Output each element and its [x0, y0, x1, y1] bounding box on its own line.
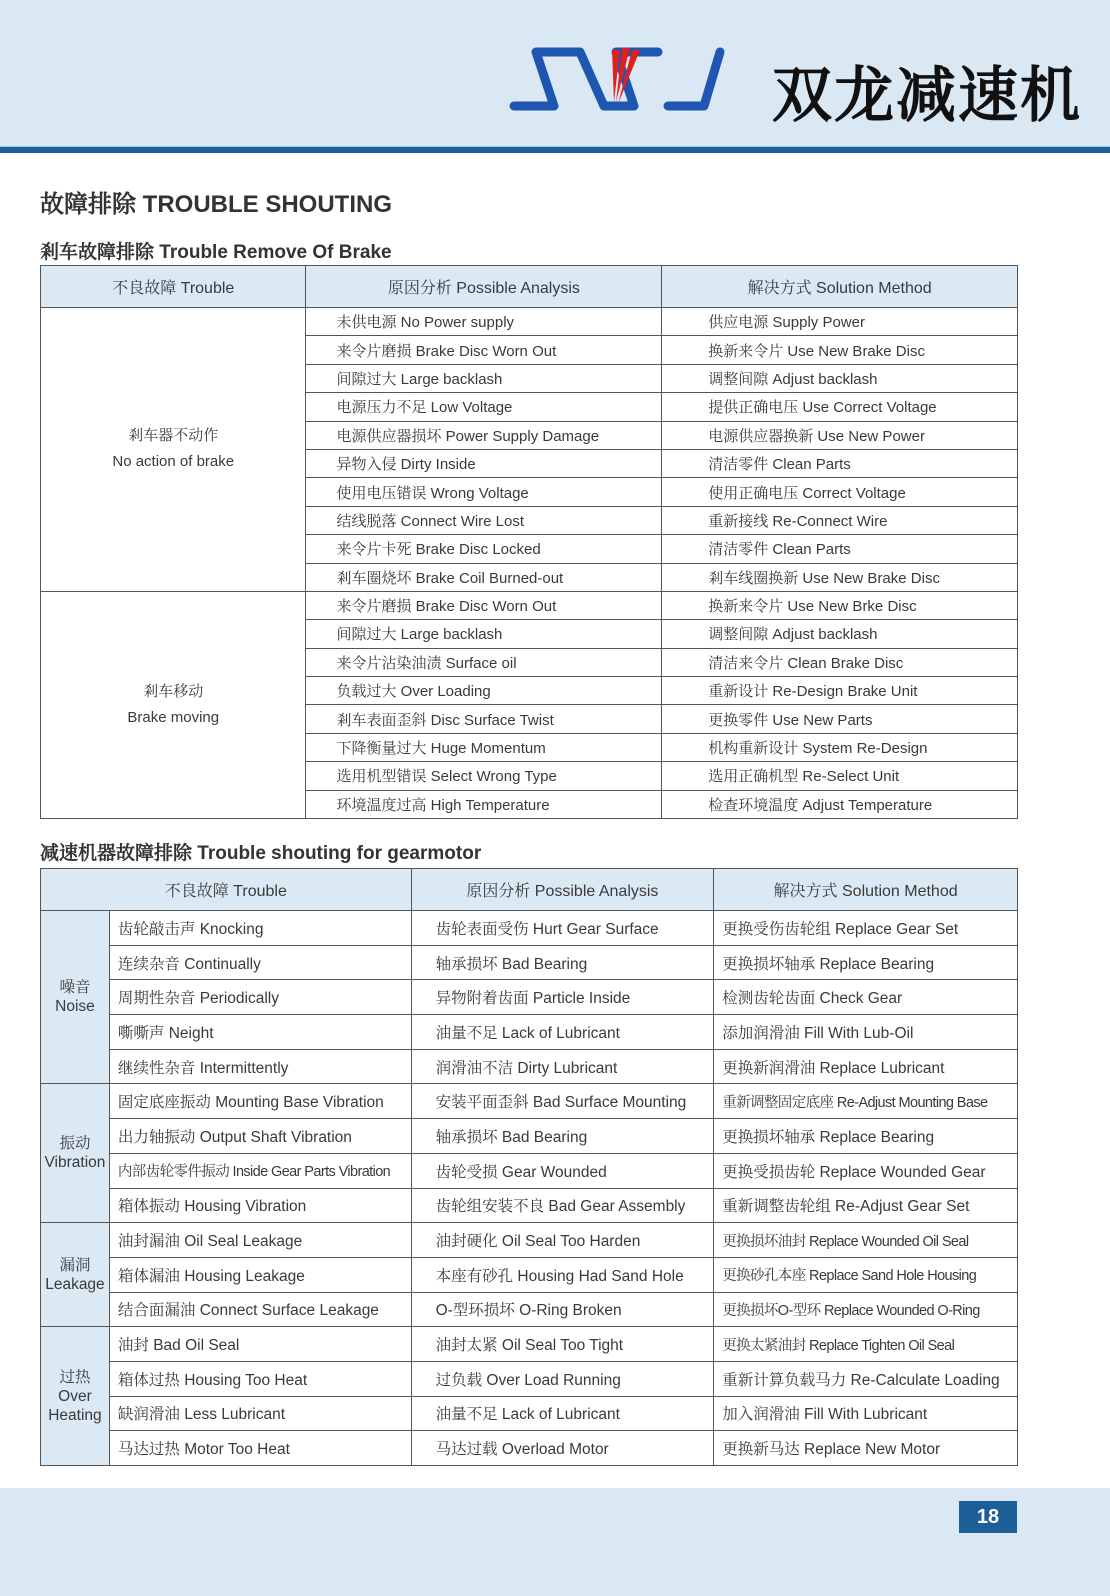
- category-cn: 振动: [59, 1135, 91, 1153]
- solution-cell: 更换损坏油封 Replace Wounded Oil Seal: [714, 1223, 1018, 1258]
- page-number: 18: [959, 1501, 1017, 1533]
- condition-cell: 固定底座振动 Mounting Base Vibration: [109, 1084, 411, 1119]
- condition-cell: 结合面漏油 Connect Surface Leakage: [109, 1292, 411, 1327]
- cause-cell: 选用机型错误 Select Wrong Type: [306, 762, 662, 790]
- solution-cell: 清洁来令片 Clean Brake Disc: [662, 648, 1018, 676]
- condition-cell: 马达过热 Motor Too Heat: [109, 1431, 411, 1466]
- cause-cell: 异物入侵 Dirty Inside: [306, 449, 662, 477]
- solution-cell: 添加润滑油 Fill With Lub-Oil: [714, 1015, 1018, 1050]
- trouble-en: No action of brake: [112, 453, 235, 471]
- solution-cell: 电源供应器换新 Use New Power: [662, 421, 1018, 449]
- solution-cell: 检查环境温度 Adjust Temperature: [662, 790, 1018, 818]
- cause-cell: 结线脱落 Connect Wire Lost: [306, 506, 662, 534]
- cause-cell: 环境温度过高 High Temperature: [306, 790, 662, 818]
- cause-cell: 剎车表面歪斜 Disc Surface Twist: [306, 705, 662, 733]
- solution-cell: 重新调整固定底座 Re-Adjust Mounting Base: [714, 1084, 1018, 1119]
- cause-cell: 油量不足 Lack of Lubricant: [411, 1396, 714, 1431]
- cause-cell: 未供电源 No Power supply: [306, 308, 662, 336]
- cause-cell: 马达过载 Overload Motor: [411, 1431, 714, 1466]
- table-row: [41, 1084, 1018, 1119]
- cause-cell: 齿轮表面受伤 Hurt Gear Surface: [411, 911, 714, 946]
- cause-cell: 电源压力不足 Low Voltage: [306, 393, 662, 421]
- gearmotor-section-title: 减速机器故障排除 Trouble shouting for gearmotor: [40, 843, 482, 864]
- gearmotor-trouble-table: [40, 868, 1018, 1466]
- table-row: [41, 1292, 1018, 1327]
- solution-cell: 重新设计 Re-Design Brake Unit: [662, 677, 1018, 705]
- solution-cell: 更换受伤齿轮组 Replace Gear Set: [714, 911, 1018, 946]
- cause-cell: 轴承损坏 Bad Bearing: [411, 1119, 714, 1154]
- solution-cell: 调整间隙 Adjust backlash: [662, 620, 1018, 648]
- solution-cell: 重新调整齿轮组 Re-Adjust Gear Set: [714, 1188, 1018, 1223]
- cause-cell: 下降衡量过大 Huge Momentum: [306, 733, 662, 761]
- table-row: [41, 980, 1018, 1015]
- footer-band: [0, 1488, 1110, 1596]
- table-row: [41, 308, 1018, 336]
- cause-cell: 油量不足 Lack of Lubricant: [411, 1015, 714, 1050]
- cause-cell: 齿轮组安装不良 Bad Gear Assembly: [411, 1188, 714, 1223]
- brake-trouble-table: [40, 265, 1018, 819]
- condition-cell: 缺润滑油 Less Lubricant: [109, 1396, 411, 1431]
- cause-cell: 齿轮受损 Gear Wounded: [411, 1153, 714, 1188]
- header-trouble: 不良故障 Trouble: [41, 869, 412, 911]
- category-en: Heating: [48, 1406, 102, 1424]
- cause-cell: 轴承损坏 Bad Bearing: [411, 945, 714, 980]
- cause-cell: 间隙过大 Large backlash: [306, 620, 662, 648]
- table-row: [41, 1327, 1018, 1362]
- condition-cell: 油封漏油 Oil Seal Leakage: [109, 1223, 411, 1258]
- category-cell: [41, 1223, 110, 1327]
- table-row: [41, 1396, 1018, 1431]
- solution-cell: 清洁零件 Clean Parts: [662, 535, 1018, 563]
- brake-section-title: 剎车故障排除 Trouble Remove Of Brake: [40, 242, 392, 263]
- header-analysis: 原因分析 Possible Analysis: [306, 266, 662, 308]
- solution-cell: 更换零件 Use New Parts: [662, 705, 1018, 733]
- table-row: [41, 591, 1018, 619]
- solution-cell: 更换受损齿轮 Replace Wounded Gear: [714, 1153, 1018, 1188]
- condition-cell: 箱体过热 Housing Too Heat: [109, 1361, 411, 1396]
- cause-cell: 来令片磨损 Brake Disc Worn Out: [306, 591, 662, 619]
- category-cn: 漏洞: [59, 1256, 91, 1274]
- solution-cell: 重新接线 Re-Connect Wire: [662, 506, 1018, 534]
- table-row: [41, 1015, 1018, 1050]
- category-cn: 过热: [59, 1368, 91, 1386]
- table-row: [41, 1049, 1018, 1084]
- trouble-cn: 剎车器不动作: [128, 427, 219, 445]
- page-title: 故障排除 TROUBLE SHOUTING: [40, 191, 392, 218]
- table-header-row: [41, 869, 1018, 911]
- cause-cell: 来令片沾染油渍 Surface oil: [306, 648, 662, 676]
- condition-cell: 箱体振动 Housing Vibration: [109, 1188, 411, 1223]
- solution-cell: 调整间隙 Adjust backlash: [662, 364, 1018, 392]
- cause-cell: 安装平面歪斜 Bad Surface Mounting: [411, 1084, 714, 1119]
- solution-cell: 机构重新设计 System Re-Design: [662, 733, 1018, 761]
- table-row: [41, 1119, 1018, 1154]
- solution-cell: 换新来令片 Use New Brake Disc: [662, 336, 1018, 364]
- cause-cell: 剎车圈烧坏 Brake Coil Burned-out: [306, 563, 662, 591]
- condition-cell: 继续性杂音 Intermittently: [109, 1049, 411, 1084]
- cause-cell: O-型环损坏 O-Ring Broken: [411, 1292, 714, 1327]
- category-cell: [41, 1327, 110, 1466]
- cause-cell: 使用电压错误 Wrong Voltage: [306, 478, 662, 506]
- solution-cell: 换新来令片 Use New Brke Disc: [662, 591, 1018, 619]
- solution-cell: 更换损坏轴承 Replace Bearing: [714, 1119, 1018, 1154]
- cause-cell: 油封硬化 Oil Seal Too Harden: [411, 1223, 714, 1258]
- brand-name: 双龙减速机: [772, 61, 1082, 131]
- table-row: [41, 1188, 1018, 1223]
- category-cell: [41, 1084, 110, 1223]
- cause-cell: 电源供应器损坏 Power Supply Damage: [306, 421, 662, 449]
- cause-cell: 油封太紧 Oil Seal Too Tight: [411, 1327, 714, 1362]
- header-solution: 解决方式 Solution Method: [714, 869, 1018, 911]
- solution-cell: 选用正确机型 Re-Select Unit: [662, 762, 1018, 790]
- solution-cell: 剎车线圈换新 Use New Brake Disc: [662, 563, 1018, 591]
- cause-cell: 异物附着齿面 Particle Inside: [411, 980, 714, 1015]
- solution-cell: 更换新马达 Replace New Motor: [714, 1431, 1018, 1466]
- cause-cell: 来令片磨损 Brake Disc Worn Out: [306, 336, 662, 364]
- header-solution: 解决方式 Solution Method: [662, 266, 1018, 308]
- solution-cell: 检测齿轮齿面 Check Gear: [714, 980, 1018, 1015]
- cause-cell: 来令片卡死 Brake Disc Locked: [306, 535, 662, 563]
- condition-cell: 内部齿轮零件振动 Inside Gear Parts Vibration: [109, 1153, 411, 1188]
- solution-cell: 更换新润滑油 Replace Lubricant: [714, 1049, 1018, 1084]
- swsj-logo-icon: [508, 42, 748, 120]
- header-trouble: 不良故障 Trouble: [41, 266, 306, 308]
- condition-cell: 周期性杂音 Periodically: [109, 980, 411, 1015]
- solution-cell: 更换砂孔本座 Replace Sand Hole Housing: [714, 1257, 1018, 1292]
- table-header-row: [41, 266, 1018, 308]
- category-cell: [41, 911, 110, 1084]
- header-analysis: 原因分析 Possible Analysis: [411, 869, 714, 911]
- condition-cell: 连续杂音 Continually: [109, 945, 411, 980]
- category-cn: 噪音: [59, 979, 91, 997]
- condition-cell: 箱体漏油 Housing Leakage: [109, 1257, 411, 1292]
- table-row: [41, 1223, 1018, 1258]
- category-en: Over: [58, 1387, 92, 1405]
- condition-cell: 嘶嘶声 Neight: [109, 1015, 411, 1050]
- table-row: [41, 1153, 1018, 1188]
- category-en: Leakage: [45, 1275, 105, 1293]
- condition-cell: 油封 Bad Oil Seal: [109, 1327, 411, 1362]
- solution-cell: 供应电源 Supply Power: [662, 308, 1018, 336]
- table-row: [41, 1257, 1018, 1292]
- table-row: [41, 1361, 1018, 1396]
- cause-cell: 过负载 Over Load Running: [411, 1361, 714, 1396]
- table-row: [41, 945, 1018, 980]
- category-en: Noise: [55, 998, 95, 1016]
- cause-cell: 润滑油不洁 Dirty Lubricant: [411, 1049, 714, 1084]
- condition-cell: 出力轴振动 Output Shaft Vibration: [109, 1119, 411, 1154]
- cause-cell: 间隙过大 Large backlash: [306, 364, 662, 392]
- solution-cell: 更换损坏O-型环 Replace Wounded O-Ring: [714, 1292, 1018, 1327]
- solution-cell: 提供正确电压 Use Correct Voltage: [662, 393, 1018, 421]
- trouble-group-cell: [41, 591, 306, 818]
- category-en: Vibration: [44, 1154, 106, 1172]
- header-rule: [0, 146, 1110, 153]
- solution-cell: 使用正确电压 Correct Voltage: [662, 478, 1018, 506]
- cause-cell: 本座有砂孔 Housing Had Sand Hole: [411, 1257, 714, 1292]
- solution-cell: 更换损坏轴承 Replace Bearing: [714, 945, 1018, 980]
- table-row: [41, 911, 1018, 946]
- solution-cell: 更换太紧油封 Replace Tighten Oil Seal: [714, 1327, 1018, 1362]
- solution-cell: 加入润滑油 Fill With Lubricant: [714, 1396, 1018, 1431]
- cause-cell: 负载过大 Over Loading: [306, 677, 662, 705]
- table-row: [41, 1431, 1018, 1466]
- trouble-cn: 剎车移动: [143, 682, 204, 700]
- trouble-group-cell: [41, 308, 306, 592]
- condition-cell: 齿轮敲击声 Knocking: [109, 911, 411, 946]
- solution-cell: 清洁零件 Clean Parts: [662, 449, 1018, 477]
- solution-cell: 重新计算负载马力 Re-Calculate Loading: [714, 1361, 1018, 1396]
- trouble-en: Brake moving: [127, 708, 220, 726]
